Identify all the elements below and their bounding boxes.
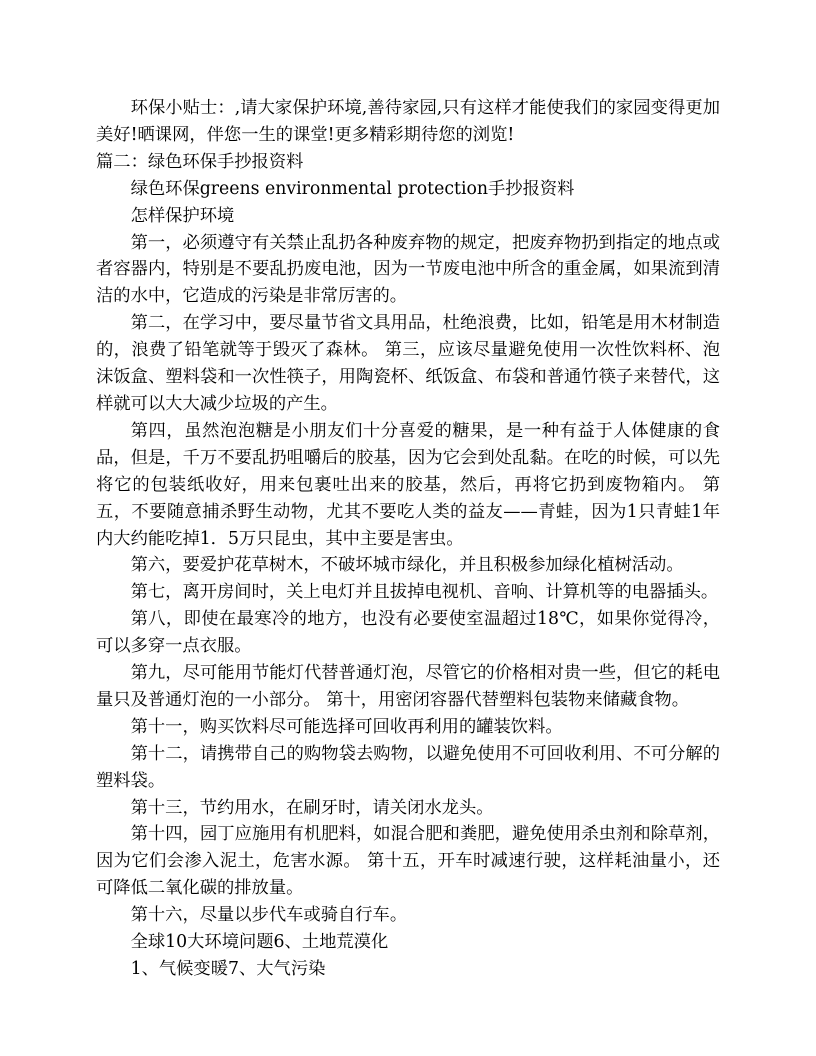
body-paragraph: 第九，尽可能用节能灯代替普通灯泡，尽管它的价格相对贵一些，但它的耗电量只及普通灯泡的一小部分。 第十，用密闭容器代替塑料包装物来储藏食物。 <box>96 663 720 710</box>
body-paragraph: 第一，必须遵守有关禁止乱扔各种废弃物的规定，把废弃物扔到指定的地点或者容器内，特别是不要乱扔废电池，因为一节废电池中所含的重金属，如果流到清洁的水中，它造成的污染是非常厉害的。 <box>96 232 720 307</box>
list-line: 1、气候变暖7、大气污染 <box>130 959 326 979</box>
body-paragraph: 第十三，节约用水，在刷牙时，请关闭水龙头。 <box>130 797 494 818</box>
body-paragraph: 第八，即使在最寒冷的地方，也没有必要使室温超过18℃，如果你觉得冷，可以多穿一点衣服。 <box>96 609 720 657</box>
body-paragraph: 第十六，尽量以步代车或骑自行车。 <box>130 905 408 926</box>
body-paragraph: 第七，离开房间时，关上电灯并且拔掉电视机、音响、计算机等的电器插头。 <box>130 582 719 603</box>
intro-paragraph: 环保小贴士：,请大家保护环境,善待家园,只有这样才能使我们的家园变得更加美好!晒课网，伴您一生的课堂!更多精彩期待您的浏览! <box>96 98 720 145</box>
section-heading: 篇二：绿色环保手抄报资料 <box>96 151 304 172</box>
body-paragraph: 第十一，购买饮料尽可能选择可回收再利用的罐装饮料。 <box>130 716 563 737</box>
body-paragraph: 第十二，请携带自己的购物袋去购物，以避免使用不可回收利用、不可分解的塑料袋。 <box>96 743 720 791</box>
subtitle: 绿色环保greens environmental protection手抄报资料 <box>130 178 575 199</box>
body-paragraph: 第六，要爱护花草树木，不破坏城市绿化，并且积极参加绿化植树活动。 <box>130 555 684 576</box>
body-paragraph: 第二，在学习中，要尽量节省文具用品，杜绝浪费，比如，铅笔是用木材制造的，浪费了铅笔就等于毁灭了森林。 第三，应该尽量避免使用一次性饮料杯、泡沫饭盒、塑料袋和一次性筷子，用陶瓷杯、纸饭盒、布袋和普通竹筷子来替代，这样就可以大大减少垃圾的产生。 <box>96 313 720 414</box>
subheading: 怎样保护环境 <box>130 205 235 226</box>
document-page <box>96 95 720 983</box>
list-line: 全球10大环境问题6、土地荒漠化 <box>130 932 389 953</box>
body-paragraph: 第十四，园丁应施用有机肥料，如混合肥和粪肥，避免使用杀虫剂和除草剂，因为它们会渗入泥土，危害水源。 第十五，开车时减速行驶，这样耗油量小，还可降低二氧化碳的排放量。 <box>96 824 720 899</box>
body-paragraph: 第四，虽然泡泡糖是小朋友们十分喜爱的糖果，是一种有益于人体健康的食品，但是，千万不要乱扔咀嚼后的胶基，因为它会到处乱黏。在吃的时候，可以先将它的包装纸收好，用来包裹吐出来的胶基，然后，再将它扔到废物箱内。 第五，不要随意捕杀野生动物，尤其不要吃人类的益友——青蛙，因为1只青蛙1年内大约能吃掉1．5万只昆虫，其中主要是害虫。 <box>96 420 720 549</box>
